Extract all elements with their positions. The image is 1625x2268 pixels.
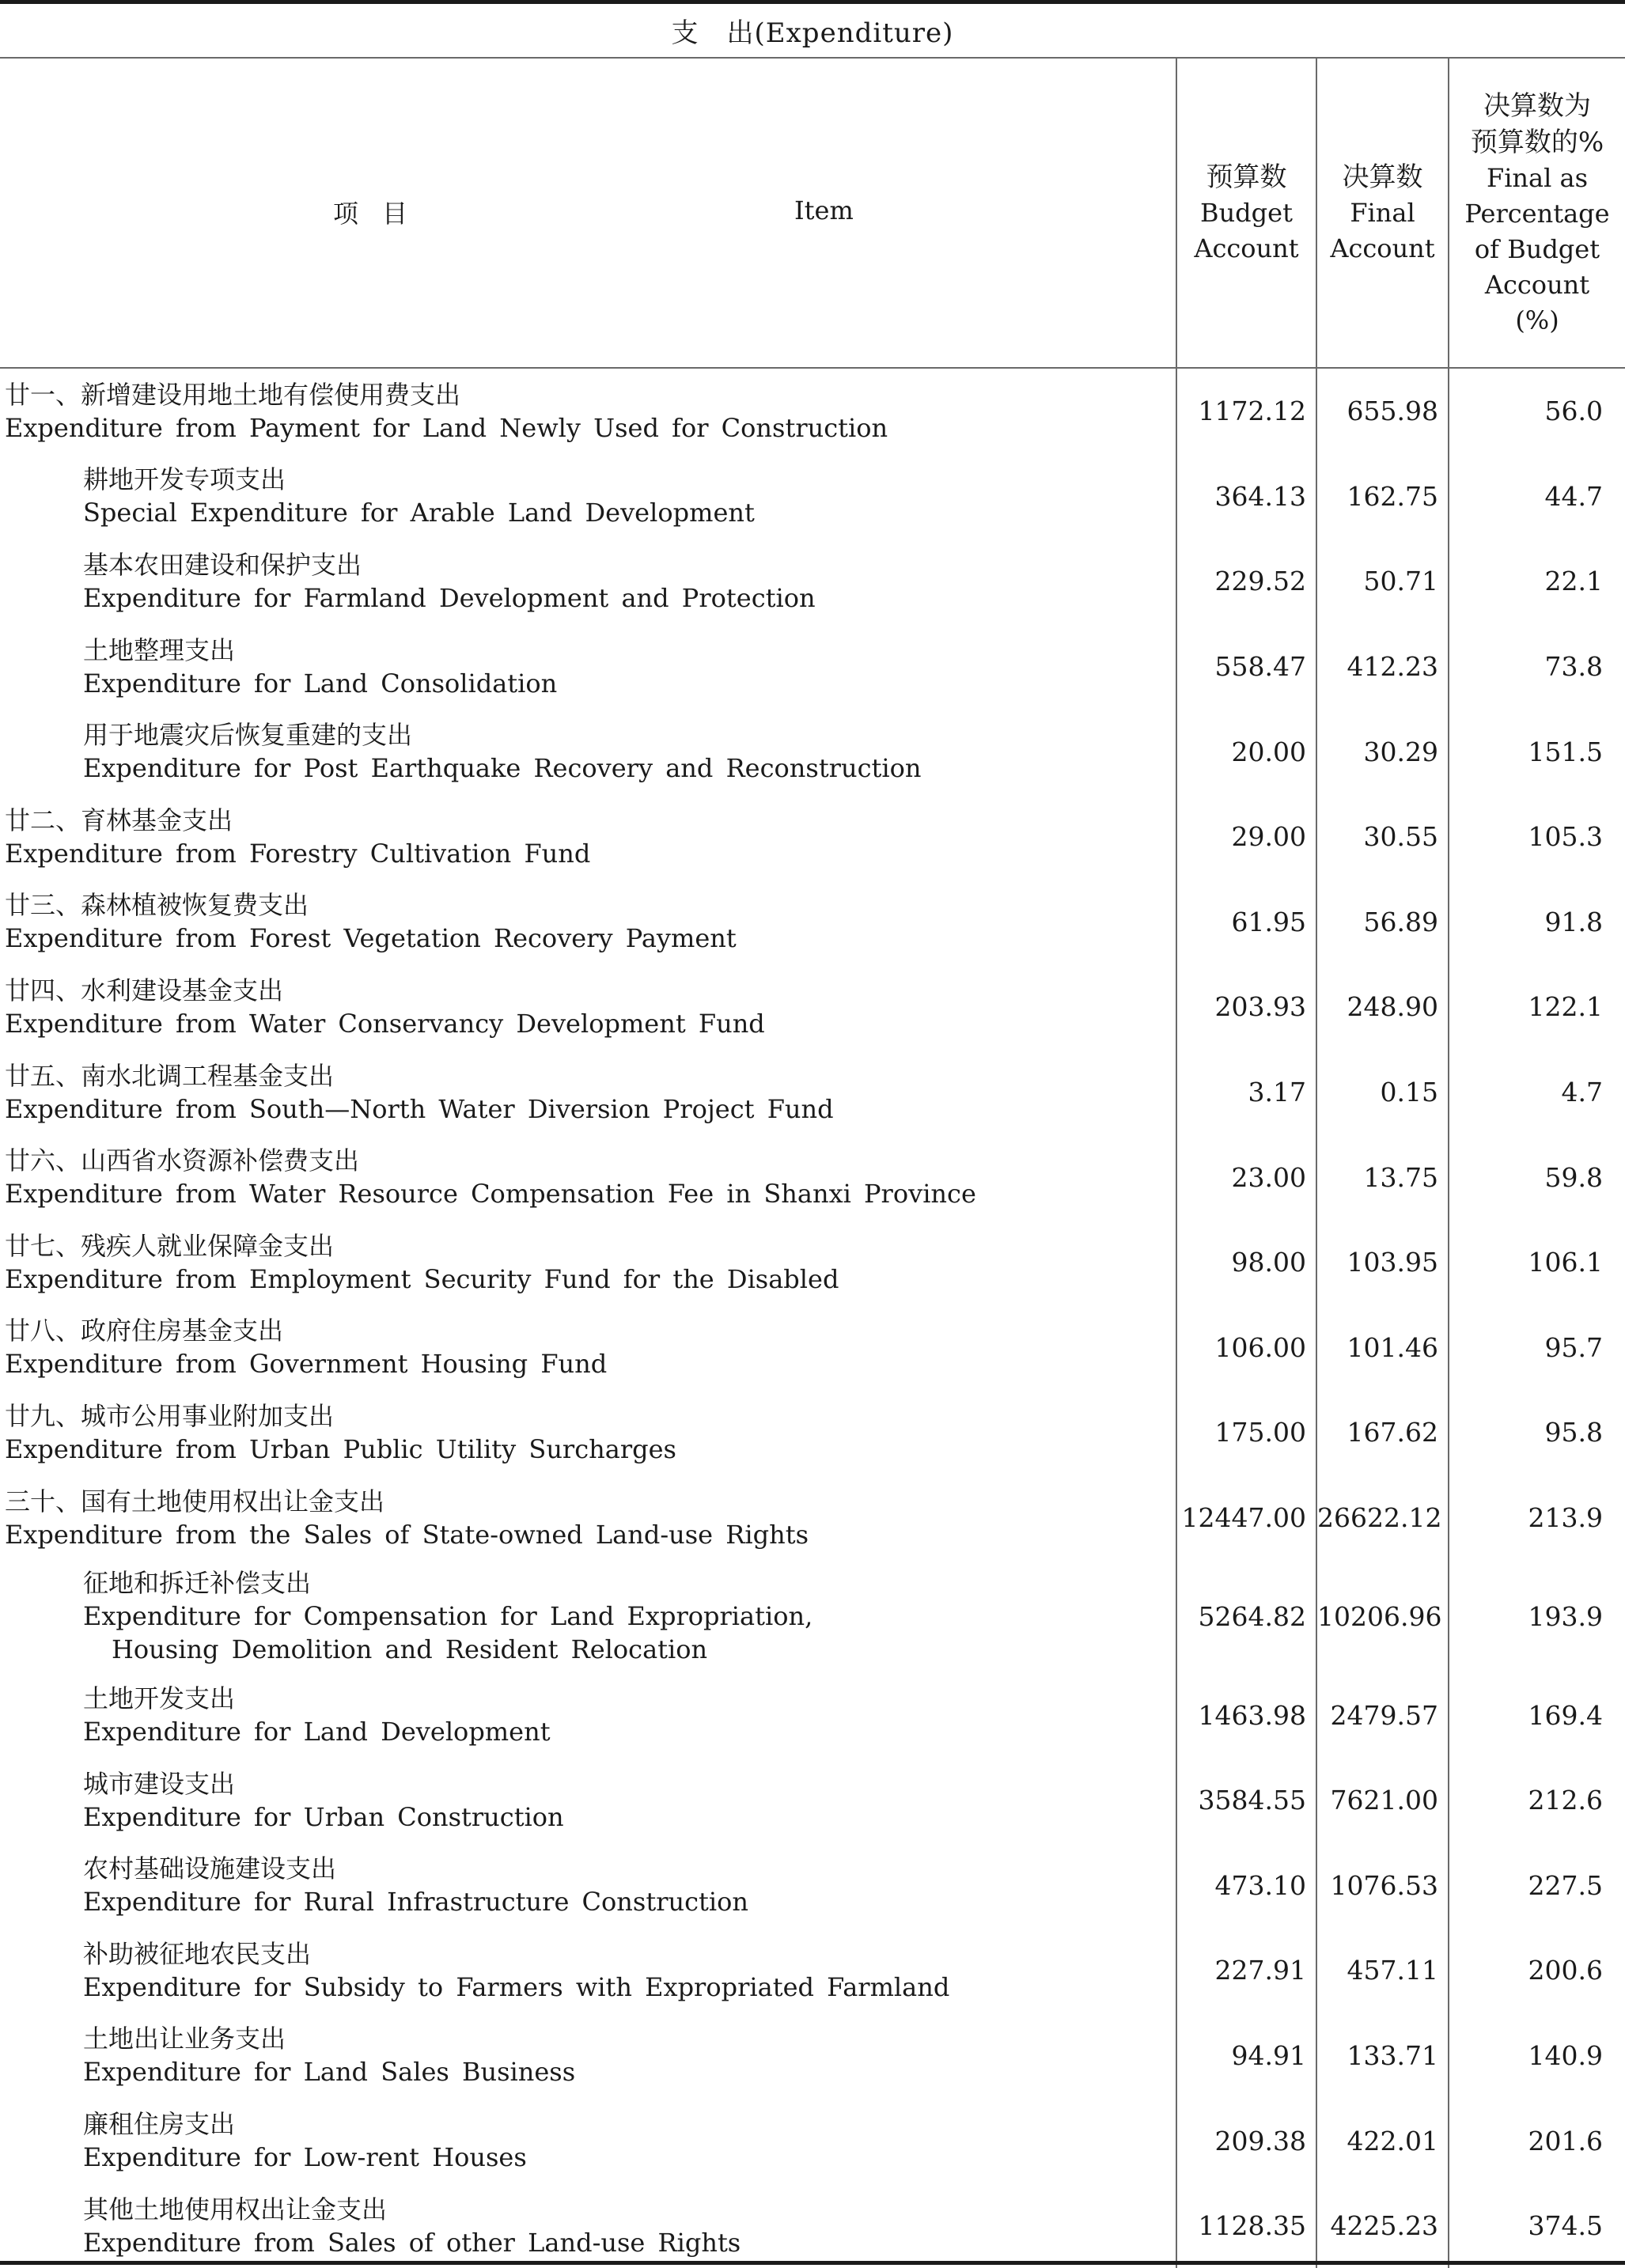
row-label-en: Expenditure for Farmland Development and Protection: [83, 582, 816, 613]
row-label-en: Expenditure from Forest Vegetation Recovery Payment: [5, 923, 737, 954]
table-row: [0, 2098, 1625, 2183]
table-row: [0, 880, 1625, 965]
row-label-zh: 廿四、水利建设基金支出: [5, 975, 284, 1005]
final-cell: 101.46: [1316, 1305, 1449, 1391]
budget-cell: 1172.12: [1176, 368, 1316, 454]
row-label: [0, 974, 1176, 1040]
final-header-en2: Account: [1330, 233, 1435, 263]
table-row: [0, 1390, 1625, 1475]
budget-cell: 5264.82: [1176, 1560, 1316, 1672]
row-label-zh: 土地出让业务支出: [83, 2024, 286, 2054]
table-row: [0, 368, 1625, 454]
table-title: 支 出(Expenditure): [0, 4, 1625, 59]
final-cell: 167.62: [1316, 1390, 1449, 1475]
percentage-cell: 227.5: [1449, 1843, 1625, 1929]
table-row: [0, 1758, 1625, 1843]
row-label-en: Expenditure from Employment Security Fund for the Disabled: [5, 1263, 839, 1294]
budget-cell: 23.00: [1176, 1134, 1316, 1220]
budget-cell: 364.13: [1176, 454, 1316, 540]
row-label-en: Expenditure from Water Resource Compensation Fee in Shanxi Province: [5, 1179, 976, 1210]
row-label-zh: 补助被征地农民支出: [83, 1938, 312, 1969]
row-label-zh: 廉租住房支出: [83, 2109, 236, 2140]
table-row: [0, 1672, 1625, 1758]
row-label-en: Expenditure from Water Conservancy Development Fund: [5, 1008, 765, 1039]
row-label-zh: 廿六、山西省水资源补偿费支出: [5, 1145, 360, 1176]
final-cell: 457.11: [1316, 1928, 1449, 2013]
budget-cell: 1463.98: [1176, 1672, 1316, 1758]
row-label: [0, 1144, 1176, 1210]
percentage-cell: 4.7: [1449, 1050, 1625, 1135]
budget-cell: 1128.35: [1176, 2183, 1316, 2268]
percentage-cell: 140.9: [1449, 2013, 1625, 2099]
percentage-cell: 213.9: [1449, 1475, 1625, 1561]
row-label: [0, 634, 1176, 700]
row-label-en: Expenditure for Subsidy to Farmers with Expropriated Farmland: [83, 1971, 950, 2002]
row-label: [0, 1059, 1176, 1126]
table-row: [0, 2013, 1625, 2099]
table-row: [0, 1843, 1625, 1929]
row-label: [0, 718, 1176, 785]
row-label: [0, 1566, 1176, 1666]
table-row: [0, 794, 1625, 880]
row-label-en: Expenditure for Land Consolidation: [83, 668, 558, 699]
item-header-en: Item: [794, 195, 854, 225]
row-label-zh: 廿七、残疾人就业保障金支出: [5, 1230, 335, 1261]
budget-cell: 227.91: [1176, 1928, 1316, 2013]
row-label-zh: 廿九、城市公用事业附加支出: [5, 1400, 335, 1431]
percentage-cell: 200.6: [1449, 1928, 1625, 2013]
table-row: [0, 1560, 1625, 1672]
expenditure-table: [0, 59, 1625, 2268]
pct-header-en4: Account: [1484, 269, 1590, 300]
budget-cell: 229.52: [1176, 539, 1316, 624]
final-cell: 0.15: [1316, 1050, 1449, 1135]
budget-cell: 106.00: [1176, 1305, 1316, 1391]
budget-cell: 20.00: [1176, 709, 1316, 794]
final-cell: 50.71: [1316, 539, 1449, 624]
budget-cell: 175.00: [1176, 1390, 1316, 1475]
budget-cell: 12447.00: [1176, 1475, 1316, 1561]
row-label-en: Expenditure from the Sales of State-owned Land-use Rights: [5, 1519, 809, 1550]
row-label-en: Expenditure from Government Housing Fund: [5, 1349, 608, 1380]
final-cell: 103.95: [1316, 1220, 1449, 1305]
pct-header-en3: of Budget: [1474, 233, 1600, 264]
row-label: [0, 804, 1176, 870]
percentage-cell: 374.5: [1449, 2183, 1625, 2268]
row-label-en: Expenditure for Urban Construction: [83, 1801, 564, 1832]
row-label-en: Expenditure for Low-rent Houses: [83, 2142, 527, 2173]
row-label-en: Expenditure from Payment for Land Newly Used for Construction: [5, 412, 888, 443]
budget-cell: 3584.55: [1176, 1758, 1316, 1843]
table-row: [0, 1928, 1625, 2013]
row-label-en: Expenditure from Sales of other Land-use Rights: [83, 2227, 741, 2258]
budget-cell: 29.00: [1176, 794, 1316, 880]
header-row: [0, 59, 1625, 368]
row-label-zh: 廿一、新增建设用地土地有偿使用费支出: [5, 379, 461, 410]
percentage-cell: 73.8: [1449, 624, 1625, 710]
percentage-cell: 95.7: [1449, 1305, 1625, 1391]
final-header-zh: 决算数: [1342, 161, 1423, 193]
row-label-zh: 廿八、政府住房基金支出: [5, 1316, 284, 1346]
final-cell: 133.71: [1316, 2013, 1449, 2099]
percentage-cell: 169.4: [1449, 1672, 1625, 1758]
budget-cell: 473.10: [1176, 1843, 1316, 1929]
item-header-zh: 项目: [333, 199, 432, 229]
row-label: [0, 2107, 1176, 2174]
percentage-cell: 105.3: [1449, 794, 1625, 880]
row-label: [0, 378, 1176, 445]
row-label: [0, 463, 1176, 529]
final-cell: 30.29: [1316, 709, 1449, 794]
row-label: [0, 1314, 1176, 1380]
final-cell: 248.90: [1316, 964, 1449, 1050]
pct-header-en5: (%): [1515, 305, 1559, 335]
table-row: [0, 1220, 1625, 1305]
row-label: [0, 1937, 1176, 2004]
pct-header-zh1: 决算数为: [1483, 89, 1591, 122]
row-label-zh: 征地和拆迁补偿支出: [83, 1568, 312, 1599]
row-label: [0, 1852, 1176, 1918]
row-label-zh: 农村基础设施建设支出: [83, 1853, 337, 1884]
row-label-en: Expenditure for Land Development: [83, 1717, 551, 1747]
pct-header-en1: Final as: [1486, 162, 1589, 193]
final-cell: 655.98: [1316, 368, 1449, 454]
row-label-en-continued: Housing Demolition and Resident Relocation: [112, 1634, 708, 1665]
row-label: [0, 548, 1176, 615]
row-label: [0, 2022, 1176, 2088]
row-label: [0, 2193, 1176, 2259]
row-label-zh: 土地整理支出: [83, 634, 236, 665]
row-label-en: Expenditure from Urban Public Utility Surcharges: [5, 1433, 676, 1464]
row-label-en: Special Expenditure for Arable Land Development: [83, 498, 755, 528]
budget-cell: 3.17: [1176, 1050, 1316, 1135]
row-label: [0, 1229, 1176, 1296]
row-label-zh: 廿二、育林基金支出: [5, 805, 233, 835]
percentage-cell: 122.1: [1449, 964, 1625, 1050]
table-row: [0, 1475, 1625, 1561]
budget-cell: 61.95: [1176, 880, 1316, 965]
percentage-cell: 151.5: [1449, 709, 1625, 794]
table-row: [0, 709, 1625, 794]
budget-cell: 558.47: [1176, 624, 1316, 710]
final-column-header: [1316, 59, 1449, 368]
budget-cell: 209.38: [1176, 2098, 1316, 2183]
row-label-en: Expenditure from Forestry Cultivation Fund: [5, 838, 591, 869]
budget-header-en1: Budget: [1200, 198, 1293, 228]
percentage-cell: 22.1: [1449, 539, 1625, 624]
bottom-rule: [0, 2261, 1625, 2265]
row-label-zh: 用于地震灾后恢复重建的支出: [83, 720, 413, 751]
row-label-en: Expenditure for Land Sales Business: [83, 2057, 576, 2088]
row-label-zh: 基本农田建设和保护支出: [83, 549, 362, 580]
percentage-cell: 59.8: [1449, 1134, 1625, 1220]
percentage-cell: 193.9: [1449, 1560, 1625, 1672]
row-label-zh: 廿五、南水北调工程基金支出: [5, 1060, 335, 1091]
final-cell: 10206.96: [1316, 1560, 1449, 1672]
percentage-cell: 95.8: [1449, 1390, 1625, 1475]
percentage-cell: 44.7: [1449, 454, 1625, 540]
percentage-cell: 56.0: [1449, 368, 1625, 454]
row-label: [0, 1399, 1176, 1466]
final-header-en1: Final: [1350, 198, 1415, 228]
final-cell: 4225.23: [1316, 2183, 1449, 2268]
row-label: [0, 888, 1176, 955]
row-label-zh: 三十、国有土地使用权出让金支出: [5, 1486, 385, 1516]
final-cell: 2479.57: [1316, 1672, 1449, 1758]
row-label-zh: 其他土地使用权出让金支出: [83, 2194, 388, 2224]
row-label: [0, 1682, 1176, 1748]
final-cell: 56.89: [1316, 880, 1449, 965]
table-row: [0, 624, 1625, 710]
row-label: [0, 1767, 1176, 1834]
budget-header-zh: 预算数: [1206, 161, 1287, 193]
table-row: [0, 964, 1625, 1050]
item-column-header: [0, 59, 1176, 368]
row-label-en: Expenditure for Rural Infrastructure Construction: [83, 1887, 748, 1918]
percentage-cell: 91.8: [1449, 880, 1625, 965]
final-cell: 412.23: [1316, 624, 1449, 710]
final-cell: 26622.12: [1316, 1475, 1449, 1561]
budget-cell: 98.00: [1176, 1220, 1316, 1305]
row-label-zh: 耕地开发专项支出: [83, 464, 286, 495]
budget-cell: 203.93: [1176, 964, 1316, 1050]
percentage-cell: 106.1: [1449, 1220, 1625, 1305]
table-row: [0, 539, 1625, 624]
percentage-column-header: [1449, 59, 1625, 368]
row-label-zh: 廿三、森林植被恢复费支出: [5, 890, 309, 921]
row-label-zh: 城市建设支出: [83, 1768, 236, 1799]
table-row: [0, 454, 1625, 540]
pct-header-zh2: 预算数的%: [1470, 126, 1604, 158]
final-cell: 13.75: [1316, 1134, 1449, 1220]
percentage-cell: 201.6: [1449, 2098, 1625, 2183]
row-label-en: Expenditure for Post Earthquake Recovery and Reconstruction: [83, 753, 922, 784]
final-cell: 7621.00: [1316, 1758, 1449, 1843]
final-cell: 1076.53: [1316, 1843, 1449, 1929]
table-row: [0, 1305, 1625, 1391]
row-label: [0, 1485, 1176, 1551]
budget-cell: 94.91: [1176, 2013, 1316, 2099]
final-cell: 30.55: [1316, 794, 1449, 880]
row-label-en: Expenditure for Compensation for Land Expropriation,: [83, 1601, 813, 1632]
final-cell: 422.01: [1316, 2098, 1449, 2183]
row-label-zh: 土地开发支出: [83, 1683, 236, 1714]
table-row: [0, 2183, 1625, 2268]
final-cell: 162.75: [1316, 454, 1449, 540]
budget-header-en2: Account: [1194, 233, 1299, 263]
table-row: [0, 1134, 1625, 1220]
percentage-cell: 212.6: [1449, 1758, 1625, 1843]
row-label-en: Expenditure from South—North Water Diversion Project Fund: [5, 1093, 834, 1124]
budget-column-header: [1176, 59, 1316, 368]
pct-header-en2: Percentage: [1464, 198, 1610, 229]
table-row: [0, 1050, 1625, 1135]
